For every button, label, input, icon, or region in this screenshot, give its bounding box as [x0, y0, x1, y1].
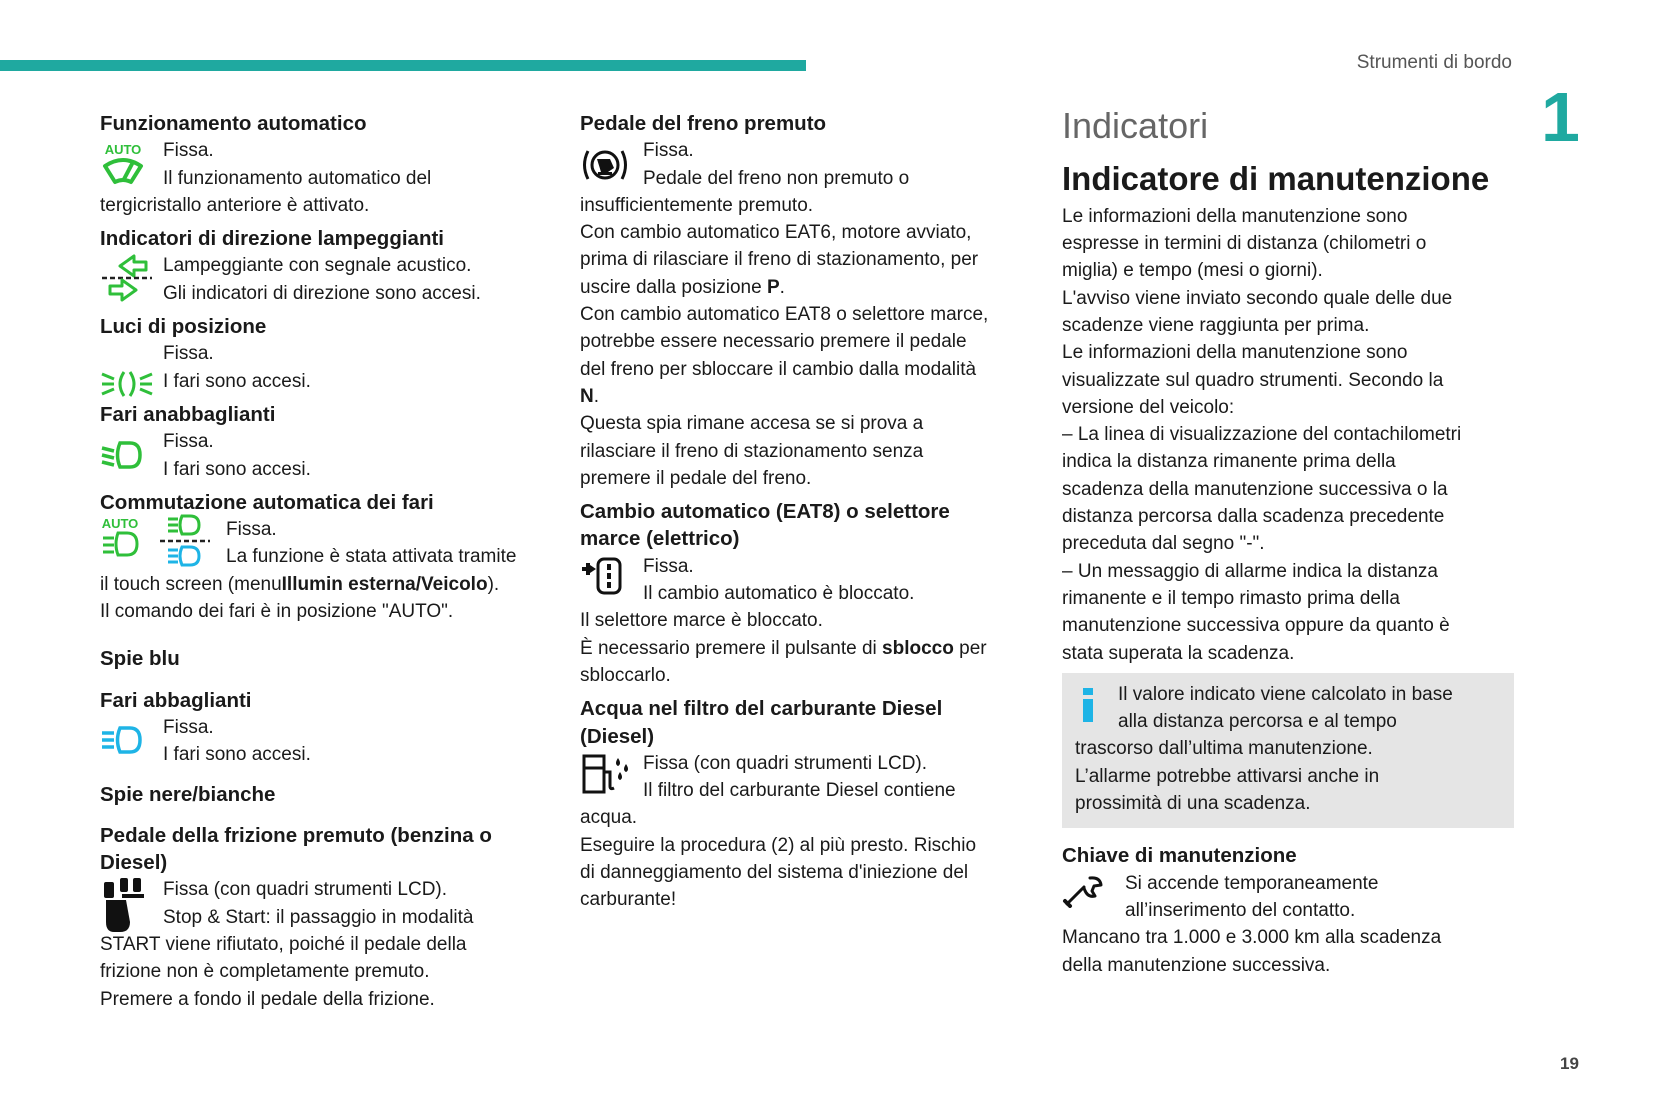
- bullet-line: – La linea di visualizzazione del contachilometri: [1062, 424, 1462, 446]
- column-left: [100, 110, 555, 1019]
- section-title-cont: marce (elettrico): [580, 527, 740, 551]
- low-beam-icon: [100, 439, 142, 471]
- column-right: [1062, 104, 1514, 979]
- text-line: uscire dalla posizione P.: [580, 276, 785, 298]
- text-line: espresse in termini di distanza (chilometri o: [1062, 233, 1427, 255]
- text-line: Fissa (con quadri strumenti LCD).: [163, 879, 448, 901]
- text-line: I fari sono accesi.: [163, 744, 311, 766]
- text-line: I fari sono accesi.: [163, 370, 311, 392]
- section-title: Pedale del freno premuto: [580, 112, 827, 135]
- text-line: Il comando dei fari è in posizione "AUTO".: [100, 601, 454, 623]
- text-line: Le informazioni della manutenzione sono: [1062, 205, 1408, 227]
- bullet-line: distanza percorsa dalla scadenza precedente: [1062, 506, 1445, 528]
- column-middle: [580, 110, 1030, 920]
- maintenance-key-title: Chiave di manutenzione: [1062, 844, 1297, 868]
- text-line: Stop & Start: il passaggio in modalità: [163, 906, 474, 928]
- text-line: È necessario premere il pulsante di sblocco per: [580, 637, 987, 659]
- text-line: Fissa.: [643, 555, 694, 577]
- bullet-line: indica la distanza rimanente prima della: [1062, 451, 1396, 473]
- page-number: 19: [1560, 1054, 1579, 1073]
- info-box: [1062, 673, 1514, 828]
- section-low-beam: [100, 401, 555, 483]
- section-title-cont: Diesel): [100, 851, 168, 875]
- text-line: prima di rilasciare il freno di stazionamento, per: [580, 249, 979, 271]
- text-line: Eseguire la procedura (2) al più presto. Rischio: [580, 834, 977, 856]
- section-clutch-pedal: [100, 822, 555, 1013]
- section-title: Cambio automatico (EAT8) o selettore: [580, 500, 950, 524]
- text-line: della manutenzione successiva.: [1062, 954, 1331, 976]
- section-title-cont: (Diesel): [580, 724, 655, 748]
- text-line: Fissa.: [163, 716, 214, 738]
- group-title-blue: Spie blu: [100, 647, 180, 671]
- text-line: all’inserimento del contatto.: [1125, 899, 1356, 921]
- section-water-in-fuel: [580, 695, 1030, 913]
- section-title: Commutazione automatica dei fari: [100, 490, 434, 514]
- text-line: del freno per sbloccare il cambio dalla modalità: [580, 358, 977, 380]
- text-line: prossimità di una scadenza.: [1075, 793, 1311, 815]
- section-title: Funzionamento automatico: [100, 112, 367, 135]
- text-line: insufficientemente premuto.: [580, 194, 814, 216]
- text-line: di danneggiamento del sistema d'iniezione del: [580, 862, 969, 884]
- text-line: visualizzate sul quadro strumenti. Secondo la: [1062, 369, 1444, 391]
- section-title: Pedale della frizione premuto (benzina o: [100, 823, 492, 847]
- text-line: carburante!: [580, 889, 677, 911]
- info-icon: [1079, 687, 1097, 723]
- position-lights-icon: [100, 367, 154, 401]
- text-line: trascorso dall’ultima manutenzione.: [1075, 738, 1373, 760]
- text-line: potrebbe essere necessario premere il pedale: [580, 331, 967, 353]
- text-line: Il filtro del carburante Diesel contiene: [643, 780, 956, 802]
- text-line: rilasciare il freno di stazionamento senza: [580, 440, 924, 462]
- turn-signal-icon: [100, 248, 154, 302]
- section-turn-signals: [100, 225, 555, 307]
- section-position-lights: [100, 313, 555, 395]
- section-auto-headlights: [100, 489, 555, 625]
- group-title-black-white: Spie nere/bianche: [100, 782, 276, 806]
- text-line: Fissa (con quadri strumenti LCD).: [643, 752, 928, 774]
- text-line: tergicristallo anteriore è attivato.: [100, 194, 370, 216]
- text-line: miglia) e tempo (mesi o giorni).: [1062, 260, 1323, 282]
- auto-headlights-icon-label: AUTO: [101, 516, 139, 532]
- bullet-line: rimanente e il tempo rimasto prima della: [1062, 587, 1400, 609]
- section-title: Luci di posizione: [100, 315, 267, 339]
- text-line: L’allarme potrebbe attivarsi anche in: [1075, 765, 1380, 787]
- text-line: START viene rifiutato, poiché il pedale della: [100, 934, 467, 956]
- text-line: acqua.: [580, 807, 638, 829]
- text-line: Fissa.: [226, 519, 277, 541]
- text-line: frizione non è completamente premuto.: [100, 961, 430, 983]
- text-line: scadenze viene raggiunta per prima.: [1062, 314, 1370, 336]
- section-title: Strumenti di bordo: [1356, 52, 1512, 73]
- water-in-fuel-icon: [580, 752, 632, 796]
- chapter-number: 1: [1541, 78, 1580, 156]
- text-line: Fissa.: [163, 431, 214, 453]
- bullet-line: stata superata la scadenza.: [1062, 642, 1295, 664]
- text-line: N.: [580, 385, 600, 407]
- section-brake-pedal: [580, 110, 1030, 492]
- text-line: Gli indicatori di direzione sono accesi.: [163, 282, 481, 304]
- clutch-pedal-icon: [100, 876, 150, 934]
- text-line: Fissa.: [163, 140, 214, 162]
- gear-selector-lock-icon: [580, 553, 626, 597]
- text-line: Il funzionamento automatico del: [163, 167, 432, 189]
- high-beam-icon: [100, 725, 142, 755]
- section-automatic-wipers: [100, 110, 555, 219]
- section-title: Acqua nel filtro del carburante Diesel: [580, 697, 943, 721]
- text-line: Lampeggiante con segnale acustico.: [163, 255, 472, 277]
- text-line: Fissa.: [163, 343, 214, 365]
- text-line: Il cambio automatico è bloccato.: [643, 583, 915, 605]
- text-line: Si accende temporaneamente: [1125, 872, 1379, 894]
- text-line: Con cambio automatico EAT8 o selettore marce,: [580, 304, 989, 326]
- header-accent-bar: [0, 60, 806, 71]
- text-line: Mancano tra 1.000 e 3.000 km alla scadenza: [1062, 927, 1442, 949]
- indicators-heading: Indicatori: [1062, 105, 1209, 146]
- text-line: Fissa.: [643, 140, 694, 162]
- bullet-line: – Un messaggio di allarme indica la distanza: [1062, 560, 1438, 582]
- section-title: Indicatori di direzione lampeggianti: [100, 227, 444, 251]
- text-line: Il valore indicato viene calcolato in base: [1118, 683, 1453, 705]
- section-gear-selector: [580, 498, 1030, 689]
- text-line: La funzione è stata attivata tramite: [226, 546, 517, 568]
- bullet-line: preceduta dal segno "-".: [1062, 533, 1265, 555]
- auto-wiper-icon: [100, 141, 146, 195]
- text-line: I fari sono accesi.: [163, 458, 311, 480]
- wrench-icon: [1062, 874, 1104, 908]
- auto-headlights-icon: [100, 514, 220, 570]
- text-line: Questa spia rimane accesa se si prova a: [580, 413, 924, 435]
- section-title: Fari anabbaglianti: [100, 402, 276, 426]
- text-line: Le informazioni della manutenzione sono: [1062, 342, 1408, 364]
- text-line: il touch screen (menuIllumin esterna/Veicolo).: [100, 573, 500, 595]
- text-line: versione del veicolo:: [1062, 396, 1235, 418]
- auto-wiper-icon-label: AUTO: [104, 142, 142, 158]
- text-line: Il selettore marce è bloccato.: [580, 610, 823, 632]
- text-line: Con cambio automatico EAT6, motore avviato,: [580, 222, 972, 244]
- maintenance-indicator-title: Indicatore di manutenzione: [1062, 160, 1490, 198]
- text-line: Pedale del freno non premuto o: [643, 167, 910, 189]
- text-line: L'avviso viene inviato secondo quale delle due: [1062, 287, 1453, 309]
- bullet-line: scadenza della manutenzione successiva o la: [1062, 478, 1448, 500]
- text-line: alla distanza percorsa e al tempo: [1118, 711, 1397, 733]
- section-high-beam: [100, 687, 555, 769]
- text-line: sbloccarlo.: [580, 664, 671, 686]
- text-line: premere il pedale del freno.: [580, 467, 812, 489]
- bullet-line: manutenzione successiva oppure da quanto è: [1062, 615, 1450, 637]
- text-line: Premere a fondo il pedale della frizione.: [100, 988, 435, 1010]
- section-title: Fari abbaglianti: [100, 688, 252, 712]
- brake-pedal-icon: [580, 145, 630, 185]
